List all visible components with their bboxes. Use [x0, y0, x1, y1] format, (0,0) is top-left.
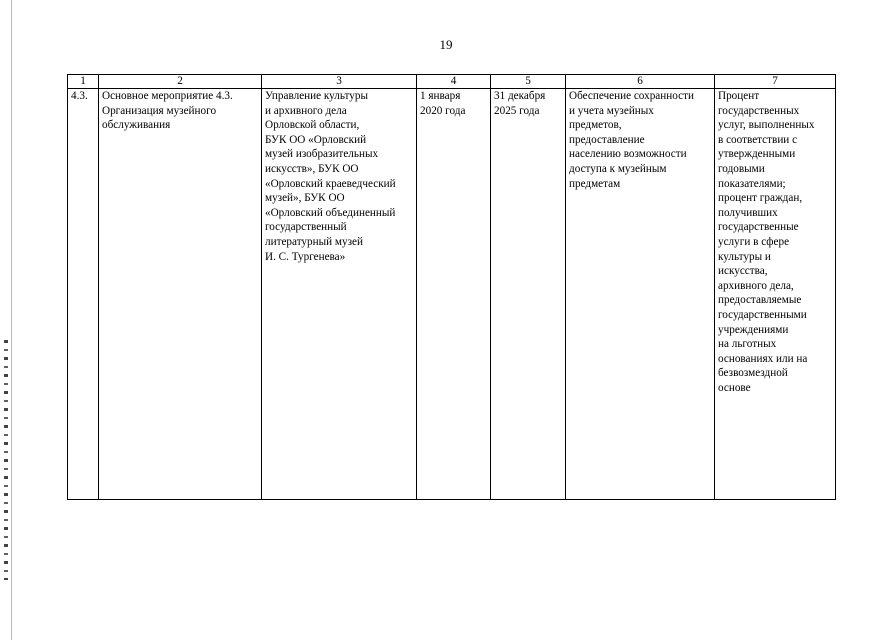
column-header: 5: [491, 75, 566, 89]
table-row: [68, 89, 836, 500]
scan-edge-line: [11, 0, 12, 640]
column-header: 2: [99, 75, 262, 89]
end-date-cell: 31 декабря 2025 года: [491, 89, 566, 500]
executor-cell: Управление культуры и архивного дела Орловской области, БУК ОО «Орловский музей изобразительных искусств», БУК ОО «Орловский краеведческий музей», БУК ОО «Орловский объединенный государственный литературный музей И. С. Тургенева»: [262, 89, 417, 500]
expected-result-cell: Обеспечение сохранности и учета музейных предметов, предоставление населению возможности доступа к музейным предметам: [566, 89, 715, 500]
start-date-cell: 1 января 2020 года: [417, 89, 491, 500]
column-header: 3: [262, 75, 417, 89]
page-number: 19: [439, 37, 453, 52]
column-header: 6: [566, 75, 715, 89]
column-header: 7: [715, 75, 836, 89]
column-header: 1: [68, 75, 99, 89]
measure-cell: Основное мероприятие 4.3. Организация музейного обслуживания: [99, 89, 262, 500]
program-table: [67, 74, 836, 500]
indicator-cell: Процент государственных услуг, выполненных в соответствии с утвержденными годовыми показателями; процент граждан, получивших государственные услуги в сфере культуры и искусства, архивного дела, предоставляемые государственными учреждениями на льготных основаниях или на безвозмездной основе: [715, 89, 836, 500]
header-row: [68, 75, 836, 89]
column-header: 4: [417, 75, 491, 89]
row-number-cell: 4.3.: [68, 89, 99, 500]
scan-edge-marks: [4, 340, 8, 580]
